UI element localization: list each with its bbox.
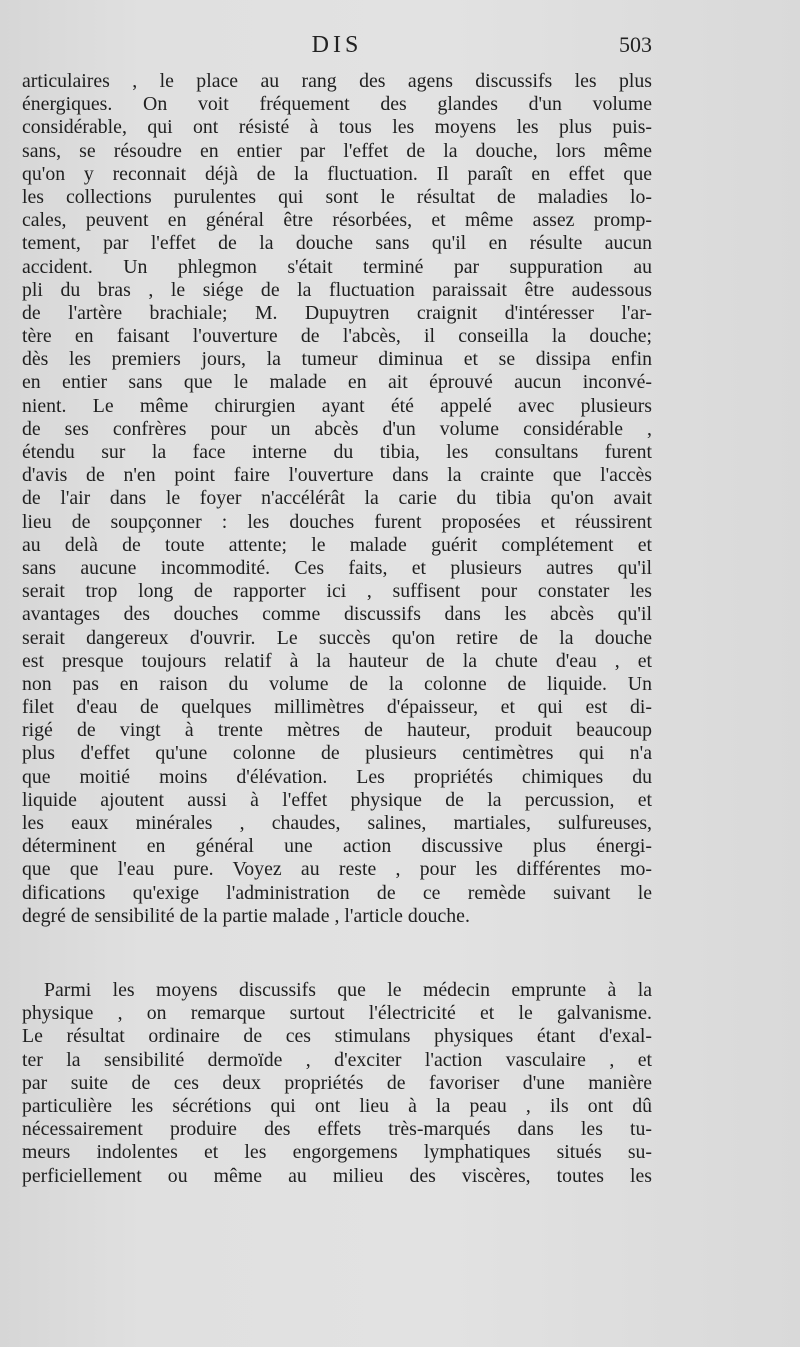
text-line: en entier sans que le malade en ait éprouvé aucun inconvé- <box>22 371 652 394</box>
text-line: serait dangereux d'ouvrir. Le succès qu'on retire de la douche <box>22 626 652 649</box>
text-line: non pas en raison du volume de la colonne de liquide. Un <box>22 672 652 695</box>
text-line: de l'air dans le foyer n'accélérât la carie du tibia qu'on avait <box>22 487 652 510</box>
running-head: DIS <box>311 32 363 58</box>
text-line: particulière les sécrétions qui ont lieu à la peau , ils ont dû <box>22 1094 652 1117</box>
text-line: sans, se résoudre en entier par l'effet de la douche, lors même <box>22 139 652 162</box>
text-line: dès les premiers jours, la tumeur diminua et se dissipa enfin <box>22 348 652 371</box>
text-line: Le résultat ordinaire de ces stimulans physiques étant d'exal- <box>22 1025 652 1048</box>
text-line: tement, par l'effet de la douche sans qu'il en résulte aucun <box>22 232 652 255</box>
text-line: déterminent en général une action discussive plus énergi- <box>22 835 652 858</box>
text-line: rigé de vingt à trente mètres de hauteur, produit beaucoup <box>22 719 652 742</box>
text-line: physique , on remarque surtout l'électricité et le galvanisme. <box>22 1002 652 1025</box>
text-line: Parmi les moyens discussifs que le médecin emprunte à la <box>44 979 652 1001</box>
page-header <box>22 32 652 66</box>
text-line: accident. Un phlegmon s'était terminé par suppuration au <box>22 255 652 278</box>
paragraph-2 <box>22 979 652 1188</box>
text-line: les eaux minérales , chaudes, salines, martiales, sulfureuses, <box>22 812 652 834</box>
text-line: avantages des douches comme discussifs dans les abcès qu'il <box>22 603 652 626</box>
text-line: pli du bras , le siége de la fluctuation paraissait être audessous <box>22 278 652 301</box>
text-line: difications qu'exige l'administration de ce remède suivant le <box>22 881 652 904</box>
text-line: nécessairement produire des effets très-marqués dans les tu- <box>22 1118 652 1141</box>
text-line: perficiellement ou même au milieu des viscères, toutes les <box>22 1164 652 1187</box>
text-line: lieu de soupçonner : les douches furent proposées et réussirent <box>22 510 652 533</box>
text-line: liquide ajoutent aussi à l'effet physique de la percussion, et <box>22 788 652 811</box>
text-line: énergiques. On voit fréquement des glandes d'un volume <box>22 93 652 116</box>
text-line: tère en faisant l'ouverture de l'abcès, il conseilla la douche; <box>22 325 652 348</box>
text-line: étendu sur la face interne du tibia, les consultans furent <box>22 441 652 463</box>
text-line: de ses confrères pour un abcès d'un volume considérable , <box>22 417 652 440</box>
text-line: que moitié moins d'élévation. Les propriétés chimiques du <box>22 765 652 788</box>
text-line: ter la sensibilité dermoïde , d'exciter l'action vasculaire , et <box>22 1048 652 1071</box>
text-line: meurs indolentes et les engorgemens lymphatiques situés su- <box>22 1141 652 1164</box>
text-line: les collections purulentes qui sont le résultat de maladies lo- <box>22 185 652 208</box>
text-line: serait trop long de rapporter ici , suffisent pour constater les <box>22 580 652 603</box>
text-line: degré de sensibilité de la partie malade , l'article douche. <box>22 904 470 927</box>
text-line: sans aucune incommodité. Ces faits, et plusieurs autres qu'il <box>22 556 652 579</box>
text-line: que que l'eau pure. Voyez au reste , pour les différentes mo- <box>22 858 652 881</box>
text-line: est presque toujours relatif à la hauteur de la chute d'eau , et <box>22 649 652 672</box>
text-line: au delà de toute attente; le malade guérit complétement et <box>22 533 652 556</box>
text-line: par suite de ces deux propriétés de favoriser d'une manière <box>22 1071 652 1094</box>
text-line: d'avis de n'en point faire l'ouverture dans la crainte que l'accès <box>22 464 652 487</box>
page-number: 503 <box>619 32 652 57</box>
text-line: plus d'effet qu'une colonne de plusieurs centimètres qui n'a <box>22 742 652 765</box>
paragraph-1 <box>22 70 652 928</box>
text-line: filet d'eau de quelques millimètres d'épaisseur, et qui est di- <box>22 696 652 719</box>
text-line: cales, peuvent en général être résorbées, et même assez promp- <box>22 209 652 232</box>
text-line: considérable, qui ont résisté à tous les moyens les plus puis- <box>22 116 652 139</box>
text-line: qu'on y reconnait déjà de la fluctuation. Il paraît en effet que <box>22 162 652 185</box>
text-line: de l'artère brachiale; M. Dupuytren craignit d'intéresser l'ar- <box>22 301 652 324</box>
text-line: articulaires , le place au rang des agens discussifs les plus <box>22 70 652 92</box>
text-line: nient. Le même chirurgien ayant été appelé avec plusieurs <box>22 394 652 417</box>
